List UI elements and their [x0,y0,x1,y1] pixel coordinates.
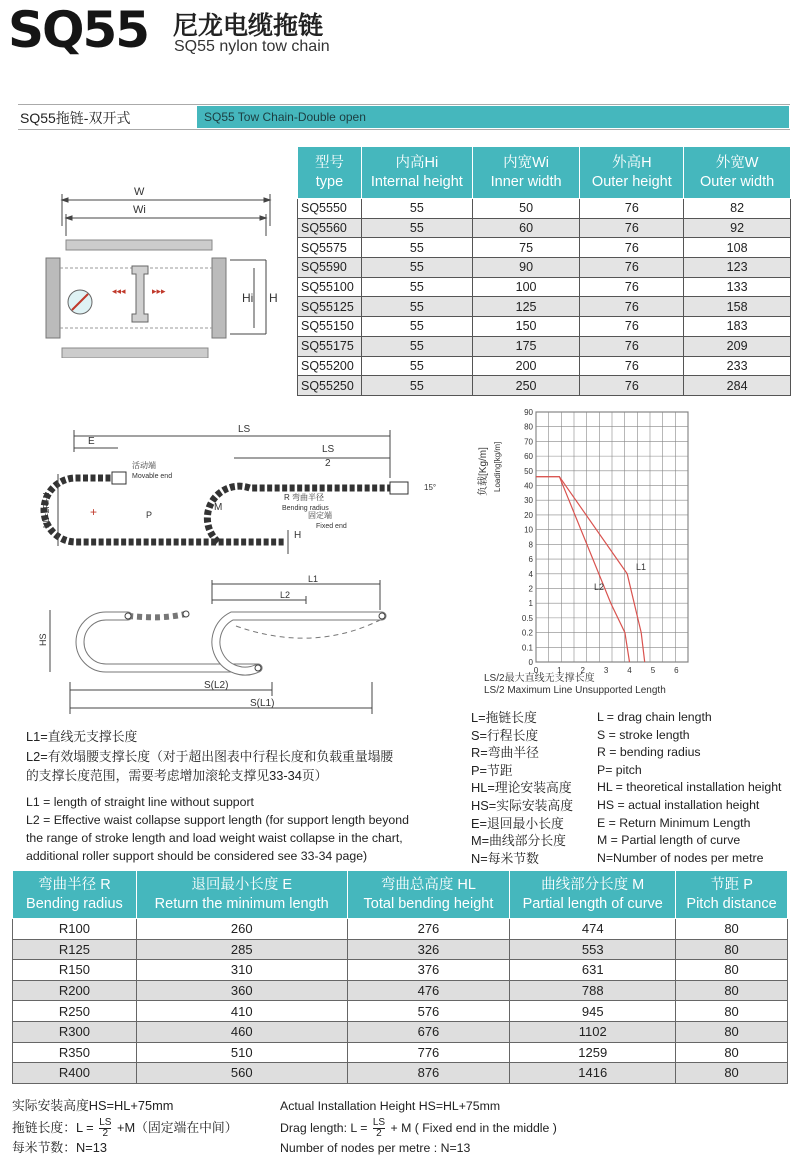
sag-curve-1 [128,614,186,617]
legend-item: HL = theoretical installation height [597,780,782,795]
cell: 460 [136,1021,347,1042]
legend-item: R=弯曲半径 [471,745,539,761]
cell: R250 [13,1001,137,1022]
table-row [13,1042,788,1063]
cell: 776 [347,1042,510,1063]
separator-icon [132,266,148,322]
table-row [13,1063,788,1084]
movable-end-bracket [112,472,126,484]
fixed-end-bracket [390,482,408,494]
cell: 76 [580,297,684,317]
cell: 80 [676,1042,788,1063]
legend-item: S=行程长度 [471,727,539,743]
cell: 76 [580,218,684,238]
table-row [298,199,791,219]
y-tick-label: 30 [524,496,533,506]
bend-header-r: 弯曲半径 R Bending radius [13,871,137,919]
cell: 560 [136,1063,347,1084]
cell: 55 [361,258,472,278]
table-row [298,238,791,258]
cell: 631 [510,960,676,981]
cell: 410 [136,1001,347,1022]
y-tick-label: 1 [528,599,533,609]
cell: 326 [347,939,510,960]
cell: SQ55125 [298,297,362,317]
legend-item: P=节距 [471,762,513,778]
legend-item: N=Number of nodes per metre [597,850,764,865]
table-row [13,1001,788,1022]
legend-item: M = Partial length of curve [597,833,741,848]
table-row [13,919,788,940]
spec-header-type: 型号 type [298,147,362,199]
table-row [13,960,788,981]
x-tick-label: 2 [580,666,585,675]
x-tick-label: 5 [650,666,656,675]
bottom-cover-bar [62,348,208,358]
cell: 285 [136,939,347,960]
y-tick-label: 2 [528,584,533,594]
cell: R125 [13,939,137,960]
cell: 76 [580,238,684,258]
bend-radius-cn: R 弯曲半径 [284,493,324,502]
cell: R100 [13,919,137,940]
cell: 90 [472,258,580,278]
legend-item: M=曲线部分长度 [471,833,566,849]
cell: 1102 [510,1021,676,1042]
table-row [298,336,791,356]
cell: 200 [472,356,580,376]
cell: 80 [676,939,788,960]
cell: 250 [472,376,580,396]
cell: 209 [684,336,791,356]
x-tick-label: 4 [627,666,632,675]
cell: 150 [472,317,580,337]
cell: 276 [347,919,510,940]
sag-curve-2 [236,620,380,638]
label-wi: Wi [133,204,146,216]
legend-item: HL=理论安装高度 [471,780,572,796]
bend-header-hl: 弯曲总高度 HL Total bending height [347,871,510,919]
cell: 553 [510,939,676,960]
spec-header-wi: 内宽Wi Inner width [472,147,580,199]
brand-logo: SQ55 [8,1,149,59]
cell: SQ5575 [298,238,362,258]
footer-en-2: Drag length: L = $\frac{LS}{2} + M$ ( Fixed end in the middle ) [280,1117,557,1139]
movable-end-cn: 活动端 [132,461,156,470]
y-tick-label: 20 [524,510,533,520]
curve-label-l2: L2 [594,582,605,592]
bend-table-header [13,871,788,919]
cell: SQ55250 [298,376,362,396]
cell: 1416 [510,1063,676,1084]
table-row [13,939,788,960]
cell: SQ55100 [298,277,362,297]
label-hi: Hi [242,291,254,305]
cell: 284 [684,376,791,396]
cell: 92 [684,218,791,238]
top-cover-bar [66,240,212,250]
note-cn-l2-line1: L2=有效塌腰支撑长度（对于超出图表中行程长度和负载重量塌腰 [26,749,394,764]
label-h: H [269,291,278,305]
y-tick-label: 60 [524,452,533,462]
cell: 80 [676,919,788,940]
y-tick-label: 8 [528,540,533,550]
bend-header-e: 退回最小长度 E Return the minimum length [136,871,347,919]
cell: 75 [472,238,580,258]
legend-cn [471,709,573,867]
legend-item: E=退回最小长度 [471,815,564,831]
note-cn-l1: L1=直线无支撑长度 [26,729,138,744]
page-title-en: SQ55 nylon tow chain [174,38,330,55]
section-title-cn: SQ55拖链-双开式 [20,110,131,126]
cell: 55 [361,277,472,297]
y-tick-label: 90 [524,408,533,417]
cell: 55 [361,376,472,396]
footer-cn-2: 拖链长度：L = $\frac{LS}{2} +M$（固定端在中间） [12,1117,238,1139]
cell: 55 [361,297,472,317]
cell: SQ5590 [298,258,362,278]
label-ls-half-den: 2 [325,458,331,469]
note-cn-l2-line2: 的支撑长度范围，需要考虑增加滚轮支撑见33-34页） [26,768,328,783]
cell: 80 [676,980,788,1001]
x-axis-label-cn: LS/2最大直线无支撑长度 [484,673,595,684]
x-tick-label: 1 [557,666,562,675]
cell: 100 [472,277,580,297]
chain-side-diagram [36,418,456,566]
cross-section-diagram [40,178,290,358]
page-title-cn: 尼龙电缆拖链 [173,11,324,40]
cell: 55 [361,199,472,219]
spec-header-h: 外高H Outer height [580,147,684,199]
label-p: P [146,510,153,520]
bend-header-p: 节距 P Pitch distance [676,871,788,919]
note-en-l2-line1: L2 = Effective waist collapse support length (for support length beyond [26,813,409,827]
y-tick-label: 0.5 [521,613,533,623]
right-side-plate [212,258,226,338]
y-tick-label: 70 [524,437,533,447]
label-e: E [88,436,95,447]
table-row [298,376,791,396]
movable-end-en: Movable end [132,473,173,480]
section-title-en: SQ55 Tow Chain-Double open [204,110,366,124]
footer-en-3: Number of nodes per metre : N=13 [280,1141,471,1155]
cell: 133 [684,277,791,297]
cell: 55 [361,336,472,356]
cell: 183 [684,317,791,337]
curve-label-l1: L1 [636,562,647,572]
label-s-l2: S(L2) [204,680,229,691]
cell: 175 [472,336,580,356]
cell: 80 [676,960,788,981]
cell: 233 [684,356,791,376]
cell: R150 [13,960,137,981]
cell: R350 [13,1042,137,1063]
table-row [298,356,791,376]
label-angle: 15° [424,483,437,492]
cell: SQ55200 [298,356,362,376]
label-hl: HL=2R+H [42,492,51,528]
note-en-l1: L1 = length of straight line without support [26,795,254,809]
cell: R300 [13,1021,137,1042]
legend-item: L=拖链长度 [471,710,537,725]
legend-item: R = bending radius [597,745,701,760]
center-mark-icon: + [90,505,98,519]
y-tick-label: 0.2 [521,628,533,638]
cell: 876 [347,1063,510,1084]
table-row [298,277,791,297]
cell: 55 [361,356,472,376]
y-tick-label: 0.1 [521,643,533,653]
spec-header-hi: 内高Hi Internal height [361,147,472,199]
legend-item: L = drag chain length [597,710,712,724]
cell: 80 [676,1021,788,1042]
bend-table [12,870,788,1084]
cell: 676 [347,1021,510,1042]
cell: 80 [676,1063,788,1084]
cell: 260 [136,919,347,940]
cell: 50 [472,199,580,219]
left-side-plate [46,258,60,338]
label-s-l1: S(L1) [250,698,275,709]
bend-header-m: 曲线部分长度 M Partial length of curve [510,871,676,919]
spec-table-header [298,147,791,199]
arrow-right-icon: ▸▸▸ [152,286,166,296]
x-axis-label-en: LS/2 Maximum Line Unsupported Length [484,685,666,696]
cell: 76 [580,317,684,337]
cell: 55 [361,238,472,258]
table-row [13,980,788,1001]
cell: 76 [580,199,684,219]
label-h-chain: H [294,530,302,541]
cell: 82 [684,199,791,219]
y-tick-label: 50 [524,466,533,476]
fraction: $\frac{LS}{2}$ [372,1117,386,1139]
table-row [298,297,791,317]
cell: 76 [580,376,684,396]
cell: 55 [361,317,472,337]
footer-cn-1: 实际安装高度HS=HL+75mm [12,1098,174,1113]
footer-cn-3: 每米节数：N=13 [12,1140,107,1155]
legend-en [597,709,781,867]
table-row [298,258,791,278]
label-w: W [134,186,145,198]
cell: 158 [684,297,791,317]
x-tick-label: 6 [674,666,679,675]
legend-item: S = stroke length [597,727,690,742]
cell: 474 [510,919,676,940]
y-axis-label-en: Loading[kg/m] [493,441,502,492]
y-tick-label: 40 [524,481,533,491]
cell: 76 [580,336,684,356]
legend-item: HS = actual installation height [597,797,760,812]
label-ls: LS [238,424,251,435]
cell: 125 [472,297,580,317]
spec-table [297,146,791,396]
support-chain-lower [80,616,258,668]
cell: 788 [510,980,676,1001]
note-en-l2-line3: additional roller support should be considered see 33-34 page) [26,849,368,863]
cell: 123 [684,258,791,278]
cell: SQ5550 [298,199,362,219]
load-chart [470,400,710,700]
cell: 76 [580,356,684,376]
footer-en-1: Actual Installation Height HS=HL+75mm [280,1099,501,1113]
y-tick-label: 0 [528,658,533,667]
cell: 76 [580,258,684,278]
cell: 76 [580,277,684,297]
label-l2: L2 [280,590,291,600]
label-hs: HS [38,633,48,646]
cell: R400 [13,1063,137,1084]
cell: 80 [676,1001,788,1022]
support-diagram [36,574,436,724]
cell: 1259 [510,1042,676,1063]
y-tick-label: 80 [524,422,533,432]
table-row [13,1021,788,1042]
y-tick-label: 10 [524,525,533,535]
cell: 360 [136,980,347,1001]
cell: 108 [684,238,791,258]
label-ls-half-num: LS [322,444,335,455]
legend-item: HS=实际安装高度 [471,797,574,813]
cell: 945 [510,1001,676,1022]
x-tick-label: 0 [533,666,539,675]
fixed-end-cn: 固定端 [308,511,332,520]
cell: 376 [347,960,510,981]
table-row [298,218,791,238]
table-row [298,317,791,337]
cell: 510 [136,1042,347,1063]
label-l1: L1 [308,574,319,584]
x-tick-label: 3 [603,666,609,675]
legend-item: E = Return Minimum Length [597,815,751,830]
fixed-end-en: Fixed end [316,523,347,530]
cell: 55 [361,218,472,238]
note-en-l2-line2: the range of stroke length and load weight waist collapse in the chart, [26,831,403,845]
arrow-left-icon: ◂◂◂ [112,286,126,296]
y-tick-label: 6 [528,555,533,565]
support-chain-upper [216,616,382,671]
spec-header-w: 外宽W Outer width [684,147,791,199]
y-tick-label: 4 [528,569,533,579]
cell: SQ5560 [298,218,362,238]
cell: 310 [136,960,347,981]
legend-item: P= pitch [597,762,642,777]
y-axis-label-cn: 负载[Kg/m] [478,447,489,496]
cell: 476 [347,980,510,1001]
fraction: $\frac{LS}{2}$ [99,1117,112,1139]
cell: 576 [347,1001,510,1022]
legend-item: N=每米节数 [471,850,539,866]
cell: R200 [13,980,137,1001]
label-m: M [214,502,223,513]
cell: SQ55150 [298,317,362,337]
cell: 60 [472,218,580,238]
bend-radius-en: Bending radius [282,505,329,512]
cell: SQ55175 [298,336,362,356]
